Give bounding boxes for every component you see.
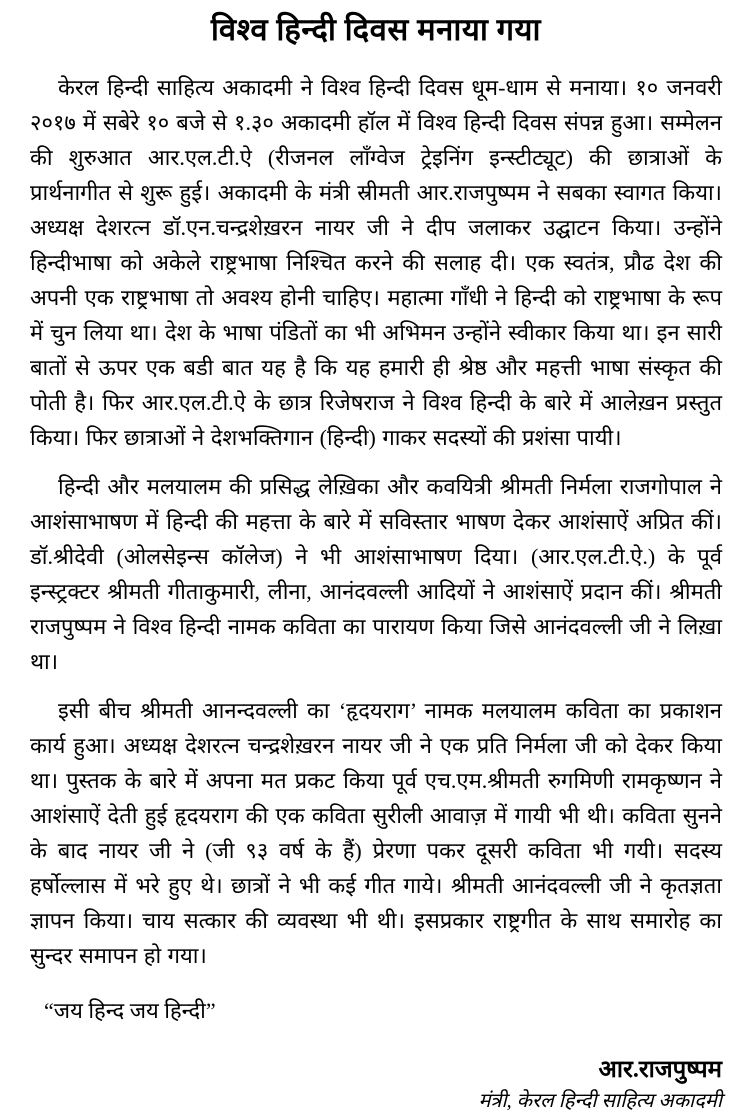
signature-role: मंत्री, केरल हिन्दी साहित्य अकादमी bbox=[478, 1090, 722, 1112]
document-title: विश्व हिन्दी दिवस मनाया गया bbox=[210, 12, 542, 47]
signature-name: आर.राजपुष्पम bbox=[598, 1057, 722, 1083]
paragraph-2: हिन्दी और मलयालम की प्रसिद्ध लेख़िका और कवयित्री श्रीमती निर्मला राजगोपाल ने आशंसाभाषण में हिन्दी की महत्ता के बारे में सविस्तार भाषण देकर आशंसाऐं अप्रित कीं। डॉ.श्रीदेवी (ओलसेइन्स कॉलेज) ने भी आशंसाभाषण दिया। (आर.एल.टी.ऐ.) के पूर्व इन्स्ट्रक्टर श्रीमती गीताकुमारी, लीना, आनंदवल्ली आदियों ने आशंसाऐं प्रदान कीं। श्रीमती राजपुष्पम ने विश्व हिन्दी नामक कविता का पारायण किया जिसे आनंदवल्ली जी ने लिख़ा था। bbox=[30, 474, 722, 674]
paragraph-3: इसी बीच श्रीमती आनन्दवल्ली का ‘हृदयराग’ नामक मलयालम कविता का प्रकाशन कार्य हुआ। अध्यक्ष देशरत्न चन्द्रशेख़रन नायर जी ने एक प्रति निर्मला जी को देकर किया था। पुस्तक के बारे में अपना मत प्रकट किया पूर्व एच.एम.श्रीमती रुगमिणी रामकृष्णन ने आशंसाऐं देती हुई हृदयराग की एक कविता सुरीली आवाज़ में गायी भी थी। कविता सुनने के बाद नायर जी ने (जी ९३ वर्ष के हैं) प्रेरणा पकर दूसरी कविता भी गयी। सदस्य हर्षोल्लास में भरे हुए थे। छात्रों ने भी कई गीत गाये। श्रीमती आनंदवल्ली जी ने कृतज्ञता ज्ञापन किया। चाय सत्कार की व्यवस्था भी थी। इसप्रकार राष्ट्रगीत के साथ समारोह का सुन्दर समापन हो गया। bbox=[30, 698, 722, 968]
closing-slogan: “जय हिन्द जय हिन्दी” bbox=[44, 998, 216, 1023]
paragraph-1: केरल हिन्दी साहित्य अकादमी ने विश्व हिन्दी दिवस धूम-धाम से मनाया। १० जनवरी २०१७ में सबेरे १० बजे से १.३० अकादमी हॉल में विश्व हिन्दी दिवस संपन्न हुआ। सम्मेलन की शुरुआत आर.एल.टी.ऐ (रीजनल लाँग्वेज ट्रेइनिंग इन्स्टीट्यूट) की छात्राओं के प्रार्थनागीत से शुरू हुई। अकादमी के मंत्री स्रीमती आर.राजपुष्पम ने सबका स्वागत किया। अध्यक्ष देशरत्न डॉ.एन.चन्द्रशेख़रन नायर जी ने दीप जलाकर उद्घाटन किया। उन्होंने हिन्दीभाषा को अकेले राष्ट्रभाषा निश्चित करने की सलाह दी। एक स्वतंत्र, प्रौढ देश की अपनी एक राष्ट्रभाषा तो अवश्य होनी चाहिए। महात्मा गाँधी ने हिन्दी को राष्ट्रभाषा के रूप में चुन लिया था। देश के भाषा पंडितों का भी अभिमन उन्होंने स्वीकार किया था। इन सारी बातों से ऊपर एक बडी बात यह है कि यह हमारी ही श्रेष्ठ और महत्ती भाषा संस्कृत की पोती है। फिर आर.एल.टी.ऐ के छात्र रिजेषराज ने विश्व हिन्दी के बारे में आलेख़न प्रस्तुत किया। फिर छात्राओं ने देशभक्तिगान (हिन्दी) गाकर सदस्यों की प्रशंसा पायी। bbox=[30, 75, 722, 450]
signature-block bbox=[30, 1054, 722, 1116]
